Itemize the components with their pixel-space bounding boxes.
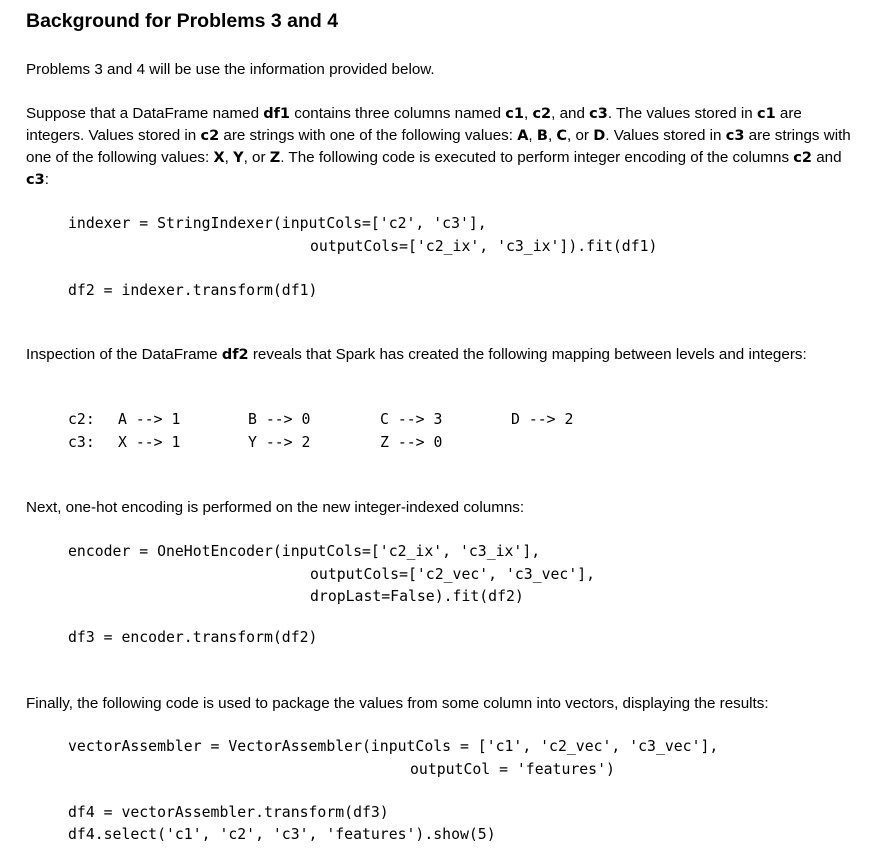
code-indexer-line2: outputCols=['c2_ix', 'c3_ix']).fit(df1) xyxy=(310,238,658,255)
final-text: Finally, the following code is used to package the values from some column into vectors, displaying the results: xyxy=(26,695,769,712)
mapping-c2-b: B --> 0 xyxy=(248,411,311,428)
page-title: Background for Problems 3 and 4 xyxy=(26,10,339,32)
mapping-c3-x: X --> 1 xyxy=(118,434,181,451)
code-encoder-line4: df3 = encoder.transform(df2) xyxy=(68,629,318,646)
mapping-c2-c: C --> 3 xyxy=(380,411,443,428)
mapping-c3-label: c3: xyxy=(68,434,95,451)
mapping-c2-label: c2: xyxy=(68,411,95,428)
code-indexer-line1: indexer = StringIndexer(inputCols=['c2', 'c3'], xyxy=(68,215,487,232)
mapping-c3-y: Y --> 2 xyxy=(248,434,311,451)
mapping-c3-z: Z --> 0 xyxy=(380,434,443,451)
intro-text: Problems 3 and 4 will be use the information provided below. xyxy=(26,61,435,78)
description-paragraph: Suppose that a DataFrame named df1 contains three columns named c1, c2, and c3. The values stored in c1 are integers. Values stored in c2 are strings with one of the following values: A, B, C, or D. Values stored in c3 are strings with one of the following values: X, Y, or Z. The following code is executed to perform integer encoding of the columns c2 and c3: xyxy=(26,105,851,188)
code-assembler-line1: vectorAssembler = VectorAssembler(inputCols = ['c1', 'c2_vec', 'c3_vec'], xyxy=(68,738,719,755)
code-assembler-line4: df4.select('c1', 'c2', 'c3', 'features').show(5) xyxy=(68,826,496,843)
code-assembler-line3: df4 = vectorAssembler.transform(df3) xyxy=(68,804,389,821)
code-encoder-line2: outputCols=['c2_vec', 'c3_vec'], xyxy=(310,566,596,583)
code-encoder-line1: encoder = OneHotEncoder(inputCols=['c2_ix', 'c3_ix'], xyxy=(68,543,541,560)
code-assembler-line2: outputCol = 'features') xyxy=(410,761,615,778)
next-text: Next, one-hot encoding is performed on the new integer-indexed columns: xyxy=(26,499,525,516)
mapping-c2-a: A --> 1 xyxy=(118,411,181,428)
mapping-c2-d: D --> 2 xyxy=(511,411,574,428)
inspection-paragraph: Inspection of the DataFrame df2 reveals that Spark has created the following mapping between levels and integers: xyxy=(26,346,807,363)
code-indexer-line3: df2 = indexer.transform(df1) xyxy=(68,282,318,299)
code-encoder-line3: dropLast=False).fit(df2) xyxy=(310,588,524,605)
